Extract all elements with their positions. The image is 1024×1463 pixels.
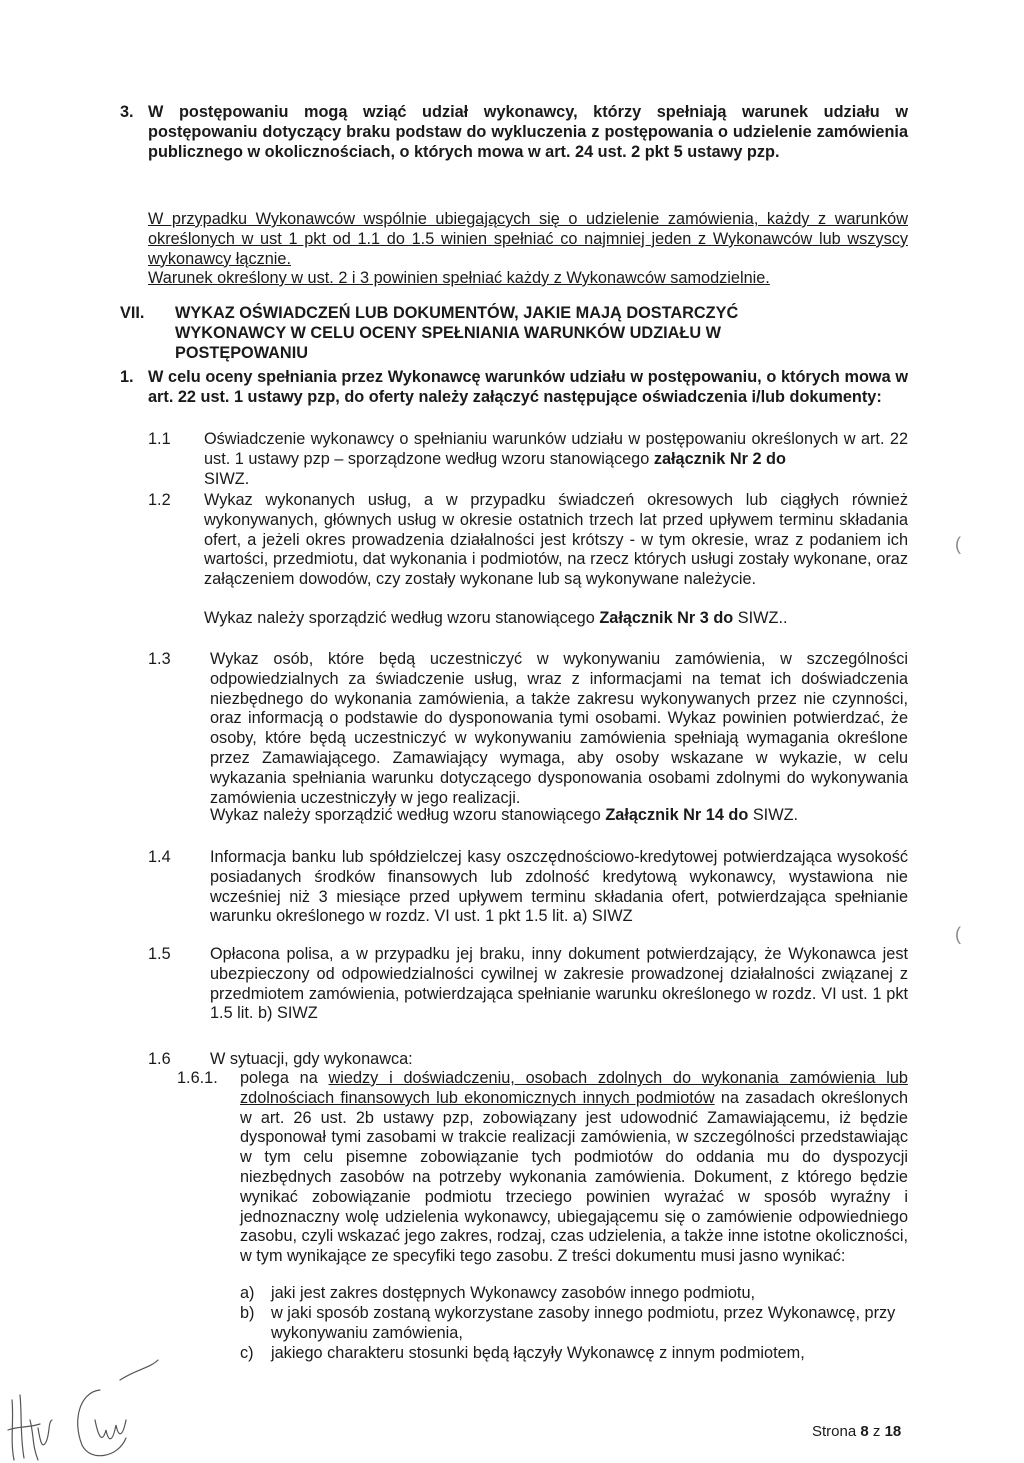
item-1-1-tail: SIWZ. — [204, 470, 250, 488]
section-7-number: VII. — [120, 304, 145, 322]
item-1-2-note-bold: Załącznik Nr 3 do — [599, 609, 734, 627]
item-1-3-text: Wykaz osób, które będą uczestniczyć w wykonywaniu zamówienia, w szczególności odpowiedzialnych za świadczenie usług, wraz z informacjami na temat ich doświadczenia niezbędnego do wykonania zamówienia, a także zakresu wykonywanych przez nie czynności, oraz informacją o podstawie do dysponowania tymi osobami. Wykaz powinien potwierdzać, że osoby, które będą uczestniczyć w wykonywaniu zamówienia spełniają wymagania określone przez Zamawiającego. Zamawiający wymaga, aby osoby wskazane w wykazie, w celu wykazania spełniania warunku dotyczącego dysponowania osobami zdolnymi do wykonywania zamówienia uczestniczyły w jego realizacji. — [210, 650, 908, 807]
footer-separator: z — [868, 1423, 885, 1440]
item-1-6-1-pre: polega na — [240, 1069, 329, 1087]
item-1-3-note-pre: Wykaz należy sporządzić według wzoru stanowiącego — [210, 806, 606, 824]
item-1-2-form-note — [204, 609, 788, 629]
item-1-4-text: Informacja banku lub spółdzielczej kasy oszczędnościowo-kredytowej potwierdzająca wysokość posiadanych środków finansowych lub zdolność kredytową wykonawcy, wystawiona nie wcześniej niż 3 miesiące przed upływem terminu składania ofert, potwierdzająca spełnianie warunku określonego w rozdz. VI ust. 1 pkt 1.5 lit. a) SIWZ — [210, 848, 908, 926]
item-1-6-text: W sytuacji, gdy wykonawca: — [210, 1050, 413, 1068]
item-1-5-text: Opłacona polisa, a w przypadku jej braku, inny dokument potwierdzający, że Wykonawca jest ubezpieczony od odpowiedzialności cywilnej w zakresie prowadzonej działalności związanej z przedmiotem zamówienia, potwierdzająca spełnianie warunku określonego w rozdz. VI ust. 1 pkt 1.5 lit. b) SIWZ — [210, 945, 908, 1023]
item-1-6-1-text — [240, 1069, 908, 1267]
item-1-1-body: Oświadczenie wykonawcy o spełnianiu warunków udziału w postępowaniu określonych w art. 22 ust. 1 ustawy pzp – sporządzone według wzoru stanowiącego — [204, 430, 908, 468]
item-1-2-text: Wykaz wykonanych usług, a w przypadku świadczeń okresowych lub ciągłych również wykonywanych, głównych usług w okresie ostatnich trzech lat przed upływem terminu składania ofert, a jeżeli okres prowadzenia działalności jest krótszy - w tym okresie, wraz z podaniem ich wartości, przedmiotu, dat wykonania i podmiotów, na rzecz których usługi zostały wykonane, oraz załączeniem dowodów, czy zostały wykonane lub są wykonywane należycie. — [204, 491, 908, 589]
section-3-note-consortium: W przypadku Wykonawców wspólnie ubiegających się o udzielenie zamówienia, każdy z warunków określonych w ust 1 pkt od 1.1 do 1.5 winien spełniać co najmniej jeden z Wykonawców lub wszyscy wykonawcy łącznie. — [148, 210, 908, 268]
subitem-c-label: c) — [240, 1344, 254, 1362]
item-1-6-1-underlined: wiedzy i doświadczeniu, osobach zdolnych do wykonania zamówienia lub zdolnościach finansowych lub ekonomicznych innych podmiotów — [240, 1069, 908, 1107]
subitem-b-label: b) — [240, 1304, 255, 1322]
section-7-heading: WYKAZ OŚWIADCZEŃ LUB DOKUMENTÓW, JAKIE MAJĄ DOSTARCZYĆ WYKONAWCY W CELU OCENY SPEŁNIANIA WARUNKÓW UDZIAŁU W POSTĘPOWANIU — [175, 304, 739, 362]
section-3-number: 3. — [120, 103, 134, 121]
margin-mark: ( — [955, 534, 961, 554]
page-footer — [812, 1422, 901, 1442]
handwritten-initials — [0, 1350, 190, 1463]
item-1-4-number: 1.4 — [148, 848, 171, 866]
margin-mark: ( — [955, 924, 961, 944]
item-1-3-number: 1.3 — [148, 650, 171, 668]
item-1-6-1-body: na zasadach określonych w art. 26 ust. 2b ustawy pzp, zobowiązany jest udowodnić Zamawiającemu, iż będzie dysponował tymi zasobami w trakcie realizacji zamówienia, w szczególności przedstawiając w tym celu pisemne zobowiązanie tych podmiotów do oddania mu do dyspozycji niezbędnych zasobów na potrzeby wykonania zamówienia. Dokument, z którego będzie wynikać zobowiązanie podmiotu trzeciego powinien wyrażać w sposób wyraźny i jednoznaczny wolę udzielenia wykonawcy, ubiegającemu się o zamówienie odpowiedniego zasobu, czyli wskazać jego zakres, rodzaj, czas udzielenia, a także inne istotne okoliczności, w tym wynikające ze specyfiki tego zasobu. Z treści dokumentu musi jasno wynikać: — [240, 1088, 908, 1266]
item-1-1-bold: załącznik Nr 2 do — [653, 449, 786, 468]
footer-page-total: 18 — [884, 1423, 902, 1440]
item-1-3-form-note — [210, 806, 798, 826]
point-1-number: 1. — [120, 368, 134, 386]
subitem-a-text: jaki jest zakres dostępnych Wykonawcy zasobów innego podmiotu, — [271, 1284, 756, 1302]
item-1-2-note-pre: Wykaz należy sporządzić według wzoru stanowiącego — [204, 609, 600, 627]
item-1-2-note-post: SIWZ.. — [733, 609, 788, 627]
section-3-text: W postępowaniu mogą wziąć udział wykonawcy, którzy spełniają warunek udziału w postępowaniu dotyczący braku podstaw do wykluczenia z postępowania o udzielenie zamówienia publicznego w okolicznościach, o których mowa w art. 24 ust. 2 pkt 5 ustawy pzp. — [148, 103, 908, 161]
section-3-note-independent: Warunek określony w ust. 2 i 3 powinien spełniać każdy z Wykonawców samodzielnie. — [148, 269, 770, 287]
footer-prefix: Strona — [812, 1423, 861, 1440]
subitem-c-text: jakiego charakteru stosunki będą łączyły Wykonawcę z innym podmiotem, — [271, 1344, 805, 1362]
subitem-b-text: w jaki sposób zostaną wykorzystane zasoby innego podmiotu, przez Wykonawcę, przy wykonywaniu zamówienia, — [271, 1304, 896, 1342]
item-1-6-1-number: 1.6.1. — [177, 1069, 218, 1087]
item-1-1-number: 1.1 — [148, 430, 171, 448]
item-1-3-note-post: SIWZ. — [748, 806, 799, 824]
item-1-6-number: 1.6 — [148, 1050, 171, 1068]
footer-page-number: 8 — [860, 1423, 869, 1440]
item-1-3-note-bold: Załącznik Nr 14 do — [605, 806, 749, 824]
point-1-text: W celu oceny spełniania przez Wykonawcę warunków udziału w postępowaniu, o których mowa w art. 22 ust. 1 ustawy pzp, do oferty należy załączyć następujące oświadczenia i/lub dokumenty: — [148, 368, 908, 406]
subitem-a-label: a) — [240, 1284, 255, 1302]
item-1-1-text — [204, 430, 908, 470]
item-1-5-number: 1.5 — [148, 945, 171, 963]
item-1-2-number: 1.2 — [148, 491, 171, 509]
